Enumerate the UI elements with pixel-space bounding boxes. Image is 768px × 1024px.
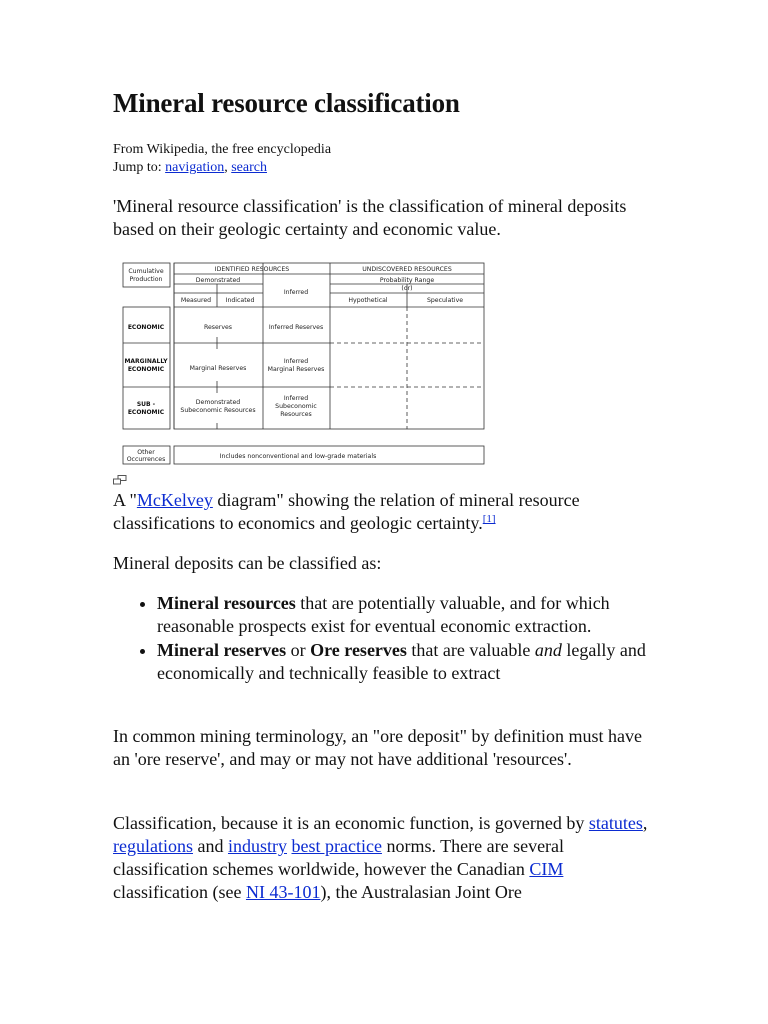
mckelvey-diagram[interactable] <box>120 257 490 472</box>
ore-reserves-term: Ore reserves <box>310 640 407 660</box>
and-italic: and <box>534 640 562 660</box>
indicated-header: Indicated <box>225 297 255 304</box>
reserves-desc: that are valuable <box>406 640 535 660</box>
caption-text: diagram" showing the relation of mineral resource classifications to economics and geologic certainty. <box>113 490 580 533</box>
classification-paragraph <box>113 812 658 904</box>
other-label: Other <box>137 449 155 456</box>
measured-header: Measured <box>180 297 212 304</box>
jump-to-line <box>113 159 331 177</box>
hypothetical-header: Hypothetical <box>348 297 388 304</box>
industry-link[interactable]: industry <box>227 836 287 856</box>
mineral-resources-desc: that are potentially valuable, and for which reasonable prospects exist for eventual economic extraction. <box>157 593 610 636</box>
classification-text-1: Classification, because it is an economic function, is governed by <box>113 813 589 833</box>
identified-resources-header: IDENTIFIED RESOURCES <box>214 266 290 273</box>
from-wikipedia-line: From Wikipedia, the free encyclopedia <box>113 142 332 157</box>
inferred-subeconomic-cell-1: Inferred <box>283 395 309 402</box>
article-meta <box>113 141 331 177</box>
reserves-desc-tail: legally and economically and technically feasible to extract <box>157 640 646 683</box>
marginally-economic-row-label: ECONOMIC <box>127 366 165 373</box>
deposit-types-list <box>131 592 677 686</box>
or-text: or <box>286 640 311 660</box>
mineral-resources-term: Mineral resources <box>157 593 296 613</box>
terminology-paragraph: In common mining terminology, an "ore deposit" by definition must have an 'ore reserve', and may or may not have additional 'resources'. <box>113 726 642 769</box>
demonstrated-subeconomic-cell-2: Subeconomic Resources <box>180 407 256 414</box>
sub-row-label: SUB - <box>136 401 156 408</box>
speculative-header: Speculative <box>426 297 464 304</box>
diagram-caption <box>113 489 653 535</box>
caption-prefix: A " <box>113 490 137 510</box>
jump-to-label: Jump to: <box>113 160 162 175</box>
cim-link[interactable]: CIM <box>529 859 564 879</box>
comma-text: , <box>642 813 648 833</box>
search-link[interactable]: search <box>231 160 267 175</box>
economic-row-label: ECONOMIC <box>127 324 165 331</box>
or-header: (or) <box>401 285 413 292</box>
classification-text-2: norms. There are several classification schemes worldwide, however the Canadian <box>113 836 565 879</box>
ni-43-101-link[interactable]: NI 43-101 <box>245 882 321 902</box>
classification-text-4: ), the Australasian Joint Ore <box>320 882 522 902</box>
page-title: Mineral resource classification <box>113 88 460 118</box>
marginally-row-label: MARGINALLY <box>124 358 168 365</box>
undiscovered-resources-header: UNDISCOVERED RESOURCES <box>362 266 452 273</box>
inferred-marginal-cell-2: Marginal Reserves <box>267 366 325 373</box>
inferred-subeconomic-cell-3: Resources <box>280 411 312 418</box>
sub-economic-row-label: ECONOMIC <box>127 409 165 416</box>
classified-as-paragraph: Mineral deposits can be classified as: <box>113 553 382 573</box>
inferred-header: Inferred <box>283 289 309 296</box>
demonstrated-header: Demonstrated <box>195 277 241 284</box>
inferred-marginal-cell-1: Inferred <box>283 358 309 365</box>
nonconventional-cell: Includes nonconventional and low-grade materials <box>219 453 377 460</box>
inferred-subeconomic-cell-2: Subeconomic <box>275 403 317 410</box>
reserves-cell: Reserves <box>203 324 233 331</box>
occurrences-label: Occurrences <box>126 456 166 463</box>
production-label: Production <box>129 276 163 283</box>
classification-text-3: classification (see <box>113 882 246 902</box>
marginal-reserves-cell: Marginal Reserves <box>189 365 247 372</box>
inferred-reserves-cell: Inferred Reserves <box>268 324 324 331</box>
statutes-link[interactable]: statutes <box>588 813 643 833</box>
list-item <box>157 592 677 637</box>
intro-paragraph: 'Mineral resource classification' is the classification of mineral deposits based on their geologic certainty and economic value. <box>113 196 627 239</box>
mckelvey-diagram-svg <box>120 257 490 472</box>
and-text: and <box>192 836 228 856</box>
probability-range-header: Probability Range <box>379 277 435 284</box>
list-item <box>157 639 677 684</box>
navigation-link[interactable]: navigation <box>165 160 225 175</box>
mineral-reserves-term: Mineral reserves <box>157 640 287 660</box>
enlarge-icon[interactable] <box>113 475 127 485</box>
cumulative-label: Cumulative <box>128 268 164 275</box>
mckelvey-link[interactable]: McKelvey <box>136 490 213 510</box>
demonstrated-subeconomic-cell-1: Demonstrated <box>195 399 241 406</box>
best-practice-link[interactable]: best practice <box>291 836 382 856</box>
reference-1-link[interactable]: [1] <box>482 513 496 525</box>
jump-separator: , <box>224 160 228 175</box>
regulations-link[interactable]: regulations <box>113 836 193 856</box>
